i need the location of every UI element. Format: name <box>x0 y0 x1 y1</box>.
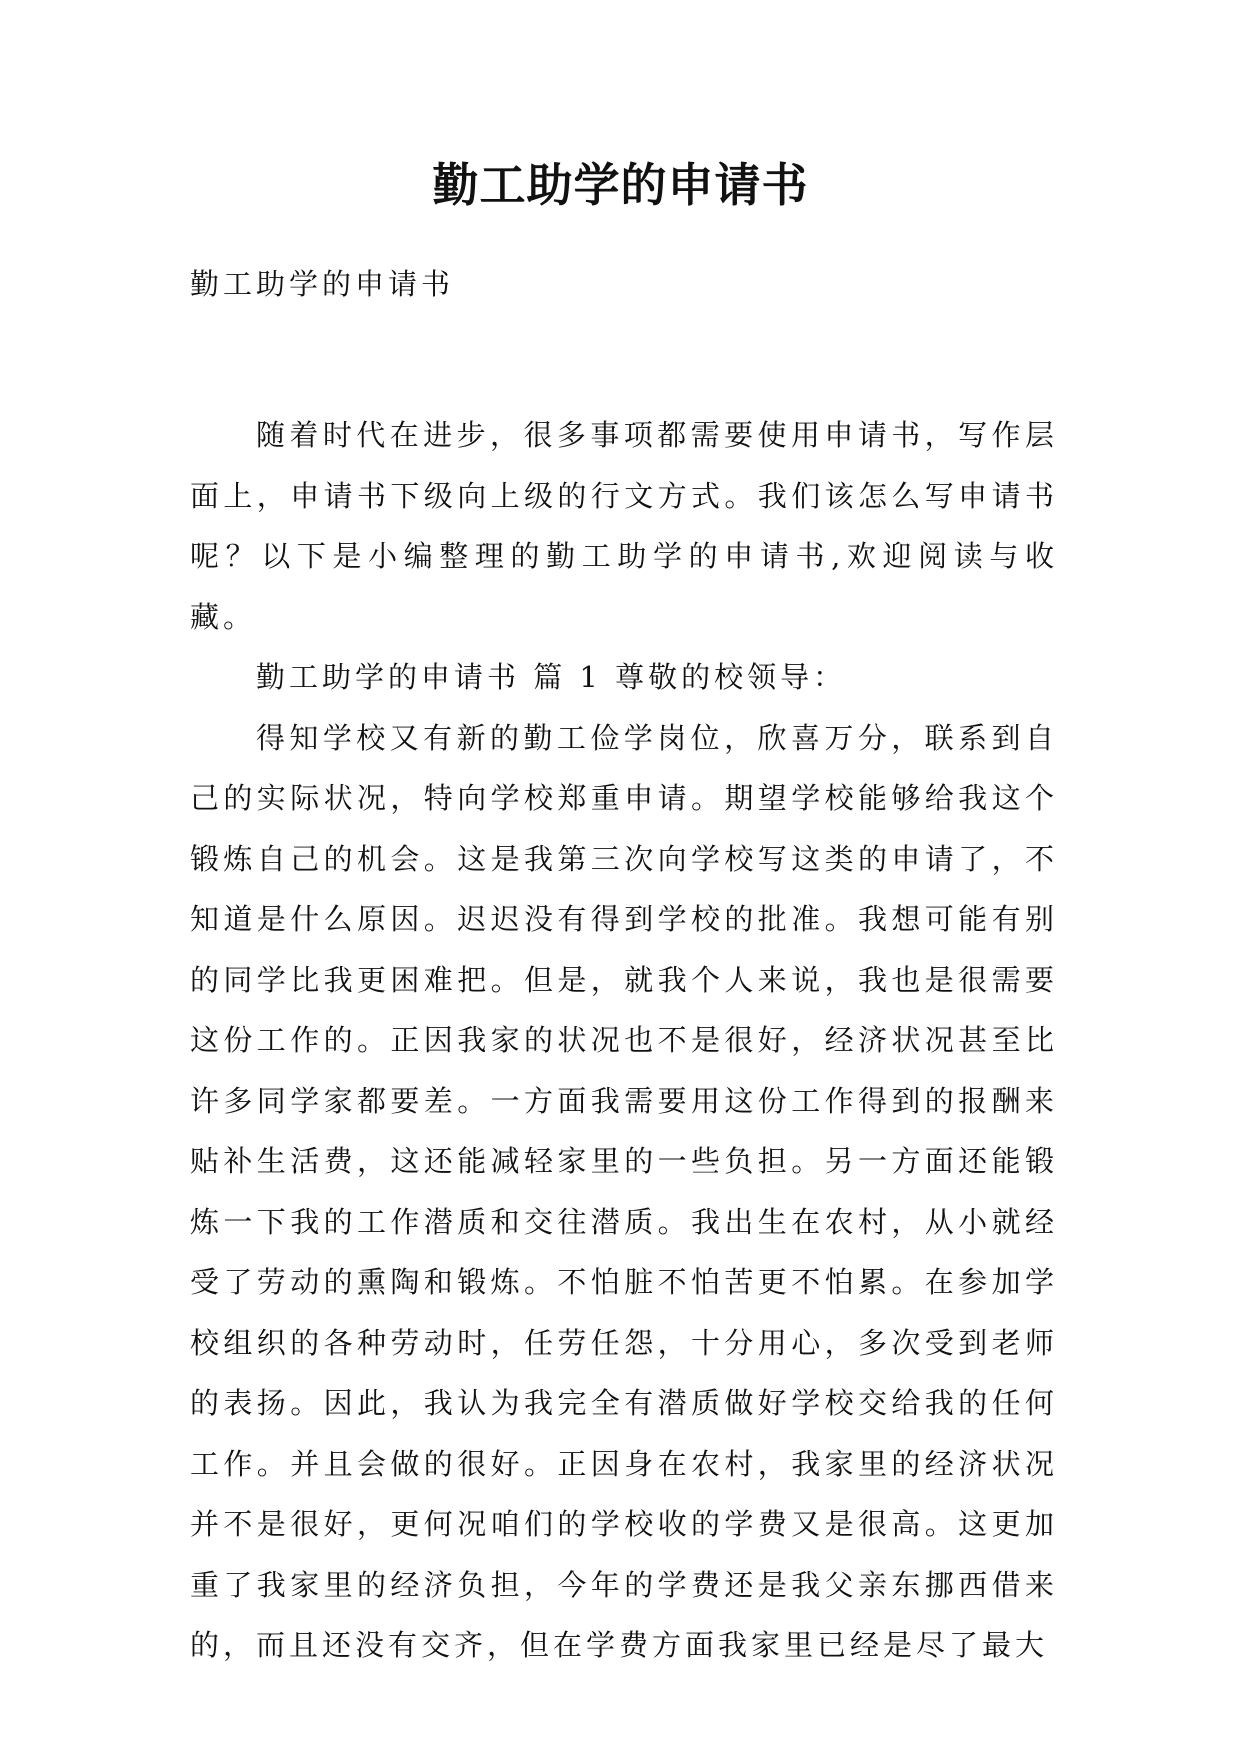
document-title: 勤工助学的申请书 <box>432 158 809 212</box>
paragraph-main: 得知学校又有新的勤工俭学岗位，欣喜万分，联系到自己的实际状况，特向学校郑重申请。期望学校能够给我这个锻炼自己的机会。这是我第三次向学校写这类的申请了，不知道是什么原因。迟迟没有得到学校的批准。我想可能有别的同学比我更困难把。但是，就我个人来说，我也是很需要这份工作的。正因我家的状况也不是很好，经济状况甚至比许多同学家都要差。一方面我需要用这份工作得到的报酬来贴补生活费，这还能减轻家里的一些负担。另一方面还能锻炼一下我的工作潜质和交往潜质。我出生在农村，从小就经受了劳动的熏陶和锻炼。不怕脏不怕苦更不怕累。在参加学校组织的各种劳动时，任劳任怨，十分用心，多次受到老师的表扬。因此，我认为我完全有潜质做好学校交给我的任何工作。并且会做的很好。正因身在农村，我家里的经济状况并不是很好，更何况咱们的学校收的学费又是很高。这更加重了我家里的经济负担，今年的学费还是我父亲东挪西借来的，而且还没有交齐，但在学费方面我家里已经是尽了最大 <box>190 720 1058 1662</box>
document-body <box>190 405 1058 1676</box>
paragraph-intro: 随着时代在进步，很多事项都需要使用申请书，写作层面上，申请书下级向上级的行文方式。我们该怎么写申请书呢？以下是小编整理的勤工助学的申请书,欢迎阅读与收藏。 <box>190 418 1058 634</box>
document-subtitle: 勤工助学的申请书 <box>190 267 455 301</box>
paragraph-salutation: 勤工助学的申请书 篇 1 尊敬的校领导： <box>256 660 847 694</box>
